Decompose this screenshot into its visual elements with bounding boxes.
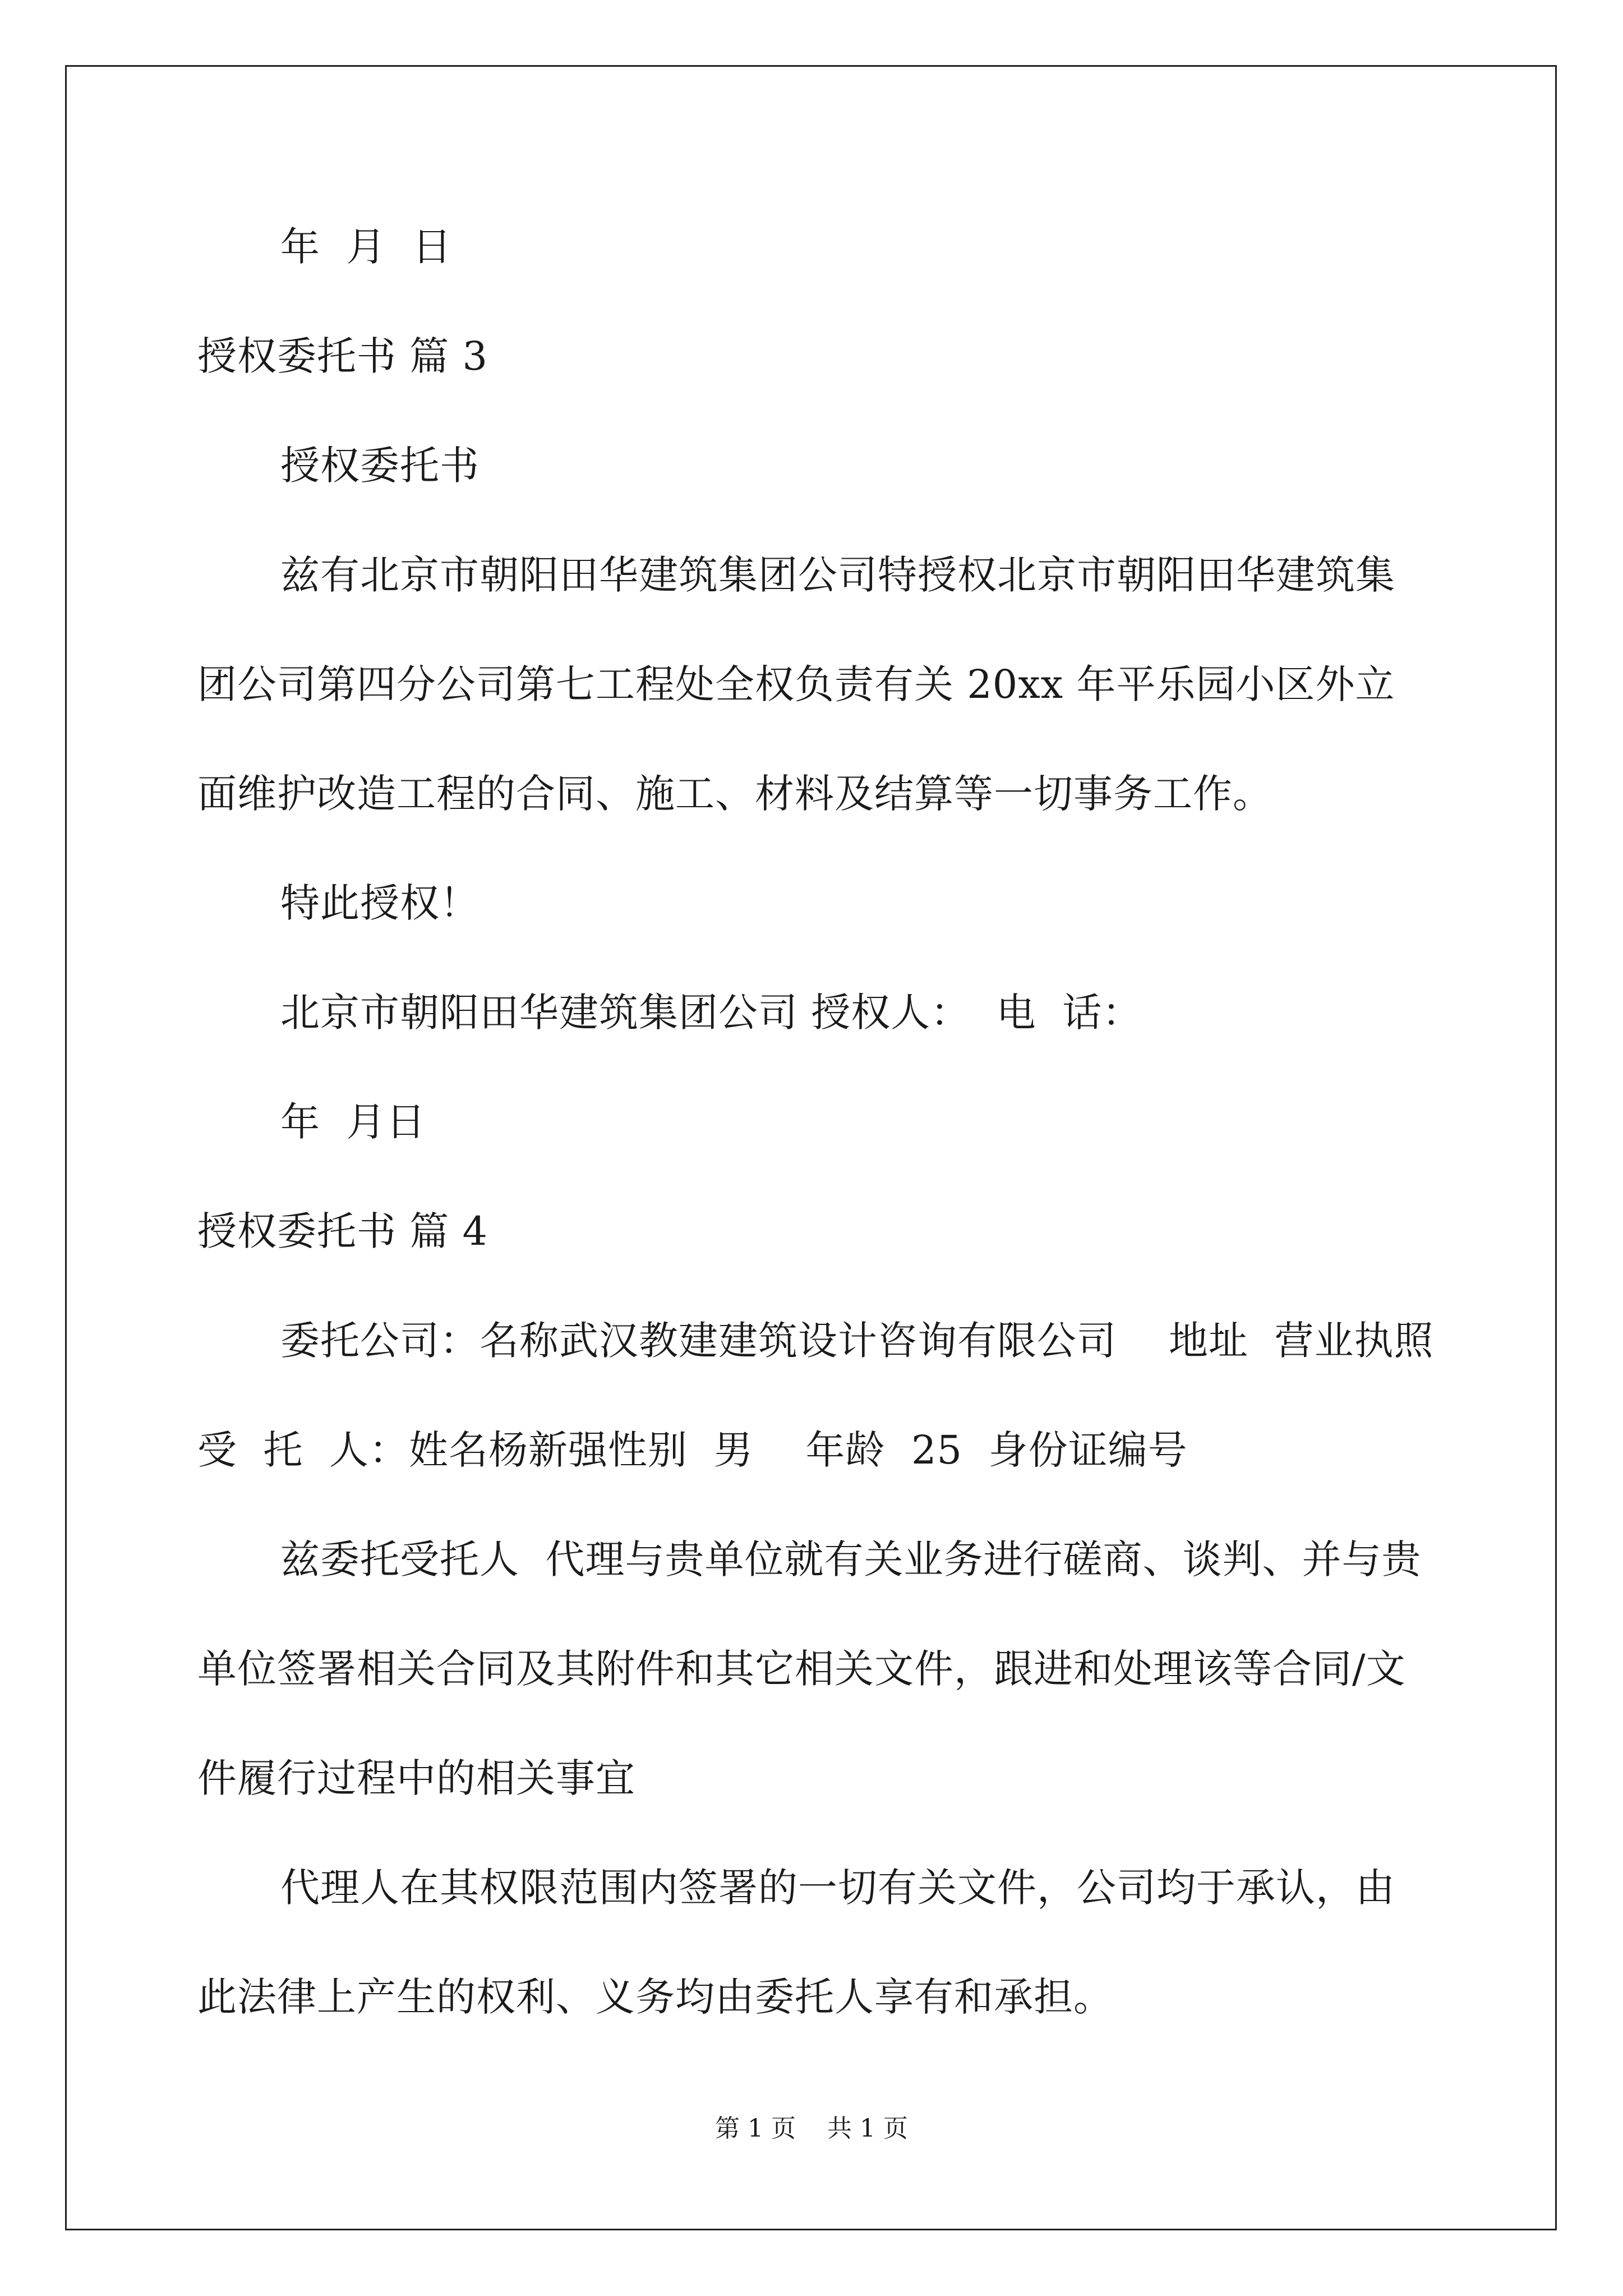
date-line-1: 年 月 日 (280, 224, 453, 270)
section-heading-3: 授权委托书 篇 3 (197, 333, 488, 379)
date-line-2: 年 月日 (280, 1099, 426, 1145)
authorization-statement: 特此授权！ (280, 880, 479, 926)
client-company-line: 委托公司：名称武汉教建建筑设计咨询有限公司 地址 营业执照 (280, 1318, 1434, 1364)
body-paragraph-2-line-1: 兹委托受托人 代理与贵单位就有关业务进行磋商、谈判、并与贵 (280, 1536, 1422, 1582)
letter-title-3: 授权委托书 (280, 443, 479, 489)
body-paragraph-3-line-1: 代理人在其权限范围内签署的一切有关文件，公司均于承认，由 (280, 1865, 1395, 1911)
body-paragraph-1-line-1: 兹有北京市朝阳田华建筑集团公司特授权北京市朝阳田华建筑集 (280, 552, 1395, 598)
body-paragraph-1-line-2: 团公司第四分公司第七工程处全权负责有关 20xx 年平乐园小区外立 (197, 661, 1395, 707)
signature-line: 北京市朝阳田华建筑集团公司 授权人： 电 话： (280, 990, 1142, 1036)
body-paragraph-1-line-3: 面维护改造工程的合同、施工、材料及结算等一切事务工作。 (197, 771, 1272, 817)
body-paragraph-2-line-2: 单位签署相关合同及其附件和其它相关文件，跟进和处理该等合同/文 (197, 1646, 1406, 1692)
body-paragraph-3-line-2: 此法律上产生的权利、义务均由委托人享有和承担。 (197, 1974, 1113, 2020)
trustee-info-line: 受 托 人：姓名杨新强性别 男 年龄 25 身份证编号 (197, 1427, 1188, 1473)
page-footer: 第 1 页 共 1 页 (715, 2114, 908, 2143)
section-heading-4: 授权委托书 篇 4 (197, 1208, 488, 1254)
body-paragraph-2-line-3: 件履行过程中的相关事宜 (197, 1755, 635, 1801)
